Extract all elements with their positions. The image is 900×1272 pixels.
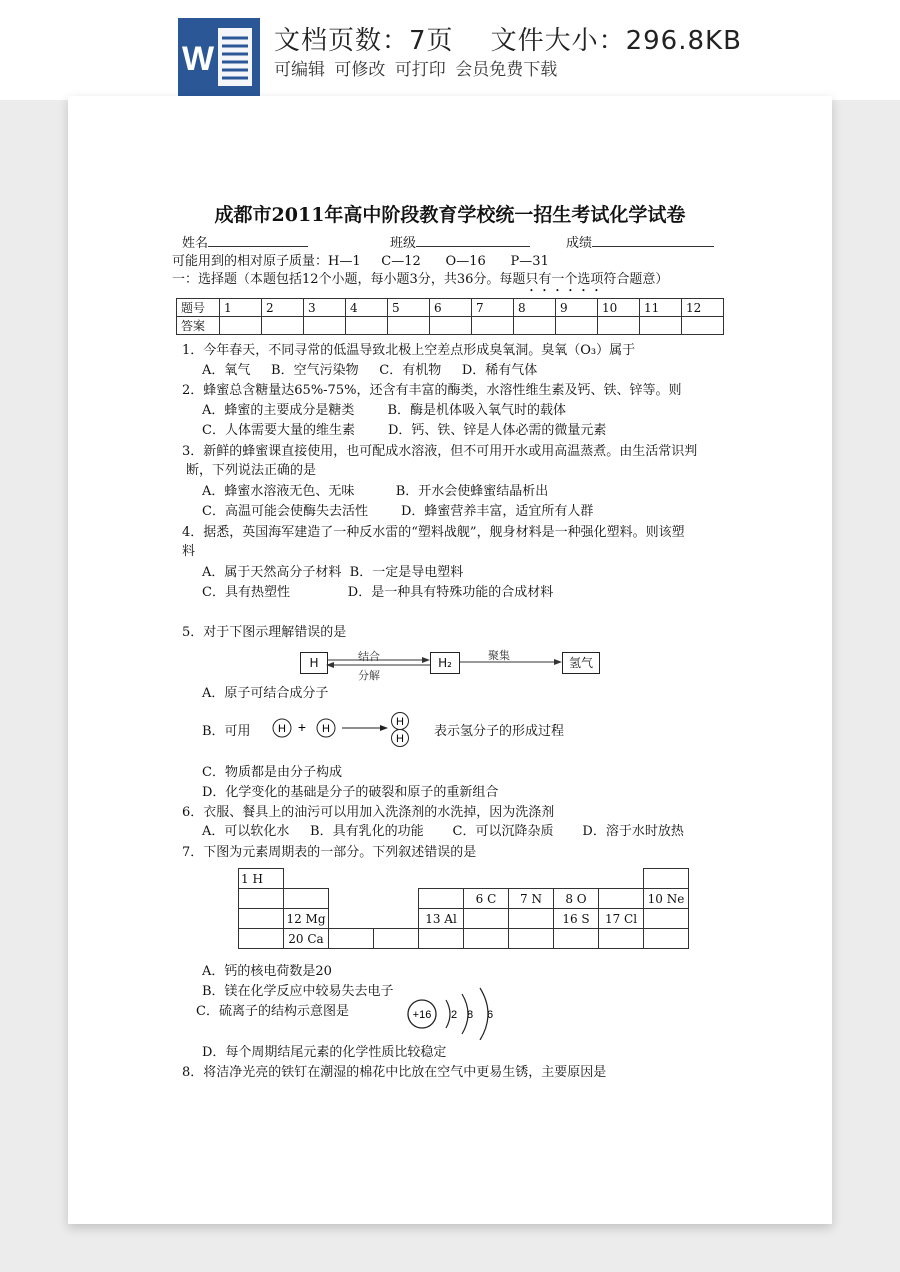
question-4: 4．据悉，英国海军建造了一种反水雷的“塑料战舰”，舰身材料是一种强化塑料。则该塑 xyxy=(182,525,685,540)
h2-atom-top: H xyxy=(396,716,404,728)
word-document-icon xyxy=(178,18,260,96)
question-7-option-a: A．钙的核电荷数是20 xyxy=(202,964,332,979)
answer-table-row2-head: 答案 xyxy=(177,317,220,335)
gather-label: 聚集 xyxy=(488,649,510,662)
combine-label: 结合 xyxy=(358,650,380,663)
question-8: 8．将洁净光亮的铁钉在潮湿的棉花中比放在空气中更易生锈，主要原因是 xyxy=(182,1065,607,1080)
table-row xyxy=(177,317,724,335)
sulfur-ion-structure-diagram xyxy=(404,986,504,1040)
question-1-options: A．氧气 B．空气污染物 C．有机物 D．稀有气体 xyxy=(202,363,538,378)
question-3-options-cd: C．高温可能会使酶失去活性 D．蜂蜜营养丰富，适宜所有人群 xyxy=(202,504,594,519)
document-page xyxy=(68,96,832,1224)
question-2-options-cd: C．人体需要大量的维生素 D．钙、铁、锌是人体必需的微量元素 xyxy=(202,423,607,438)
question-6-options: A．可以软化水 B．具有乳化的功能 C．可以沉降杂质 D．溶于水时放热 xyxy=(202,824,684,839)
question-2: 2．蜂蜜总含糖量达65%-75%，还含有丰富的酶类，水溶性维生素及钙、铁、锌等。则 xyxy=(182,383,682,398)
exam-title: 成都市2011年高中阶段教育学校统一招生考试化学试卷 xyxy=(214,204,686,226)
element-cl: 17 Cl xyxy=(599,909,644,929)
table-row xyxy=(239,869,689,889)
question-3: 3．新鲜的蜂蜜课直接使用，也可配成水溶液，但不可用开水或用高温蒸煮。由生活常识判 xyxy=(182,444,698,459)
question-5-option-b-post: 表示氢分子的形成过程 xyxy=(434,724,565,739)
question-7: 7．下图为元素周期表的一部分。下列叙述错误的是 xyxy=(182,845,477,860)
question-3-cont: 断，下列说法正确的是 xyxy=(186,463,317,478)
element-al: 13 Al xyxy=(419,909,464,929)
question-5-option-c: C．物质都是由分子构成 xyxy=(202,765,342,780)
banner-subtitle: 可编辑 可修改 可打印 会员免费下载 xyxy=(274,60,558,80)
element-s: 16 S xyxy=(554,909,599,929)
question-4-options-ab: A．属于天然高分子材料 B．一定是导电塑料 xyxy=(202,565,464,580)
table-row xyxy=(239,889,689,909)
question-5-option-d: D．化学变化的基础是分子的破裂和原子的重新组合 xyxy=(202,785,499,800)
question-1: 1．今年春天，不同寻常的低温导致北极上空差点形成臭氧洞。臭氧（O₃）属于 xyxy=(182,343,636,358)
shell-3-electrons: 6 xyxy=(486,1009,494,1021)
element-ne: 10 Ne xyxy=(644,889,689,909)
periodic-table-fragment xyxy=(238,868,689,949)
section1-instructions: 一：选择题（本题包括12个小题，每小题3分，共36分。每题只有一个选项符合题意） xyxy=(172,272,669,287)
element-ca: 20 Ca xyxy=(284,929,329,949)
banner xyxy=(0,0,900,100)
element-n: 7 N xyxy=(509,889,554,909)
name-field: 姓名 xyxy=(182,234,308,252)
table-row xyxy=(239,929,689,949)
banner-title: 文档页数：7页 文件大小：296.8KB xyxy=(274,26,742,56)
question-7-option-c: C．硫离子的结构示意图是 xyxy=(196,1004,349,1019)
table-row: 题号 1 2 3 4 5 6 7 8 9 10 11 12 xyxy=(177,299,724,317)
question-4-options-cd: C．具有热塑性 D．是一种具有特殊功能的合成材料 xyxy=(202,585,554,600)
hydrogen-gas-box: 氢气 xyxy=(562,652,600,674)
hydrogen-bonding-diagram xyxy=(264,708,424,752)
question-7-option-b: B．镁在化学反应中较易失去电子 xyxy=(202,984,394,999)
plus-sign: + xyxy=(297,719,307,735)
question-5-option-b-pre: B．可用 xyxy=(202,724,251,739)
logo-letter: W xyxy=(182,40,215,78)
element-c: 6 C xyxy=(464,889,509,909)
question-6: 6．衣服、餐具上的油污可以用加入洗涤剂的水洗掉，因为洗涤剂 xyxy=(182,805,555,820)
split-label: 分解 xyxy=(358,669,380,682)
atomic-mass-line: 可能用到的相对原子质量：H—1 C—12 O—16 P—31 xyxy=(172,254,549,269)
question-5-option-a: A．原子可结合成分子 xyxy=(202,686,329,701)
question-5: 5．对于下图示理解错误的是 xyxy=(182,625,347,640)
score-field: 成绩 xyxy=(566,234,714,252)
question-2-options-ab: A．蜂蜜的主要成分是糖类 B．酶是机体吸入氧气时的载体 xyxy=(202,403,567,418)
question-3-options-ab: A．蜂蜜水溶液无色、无味 B．开水会使蜂蜜结晶析出 xyxy=(202,484,549,499)
h2-molecule-box: H₂ xyxy=(430,652,460,674)
question-4-cont: 料 xyxy=(182,544,196,559)
shell-2-electrons: 8 xyxy=(466,1009,474,1021)
h2-atom-bottom: H xyxy=(396,733,404,745)
h-atom-2: H xyxy=(322,723,330,735)
answer-table-row1-head: 题号 xyxy=(177,299,220,317)
class-field: 班级 xyxy=(390,234,530,252)
element-h: 1 H xyxy=(239,869,284,889)
shell-1-electrons: 2 xyxy=(450,1009,458,1021)
element-mg: 12 Mg xyxy=(284,909,329,929)
element-o: 8 O xyxy=(554,889,599,909)
question-7-option-d: D．每个周期结尾元素的化学性质比较稳定 xyxy=(202,1045,447,1060)
answer-table xyxy=(176,298,724,335)
nucleus-charge: +16 xyxy=(412,1009,432,1021)
h-atom-box: H xyxy=(300,652,328,674)
table-row xyxy=(239,909,689,929)
h-atom-1: H xyxy=(278,723,286,735)
